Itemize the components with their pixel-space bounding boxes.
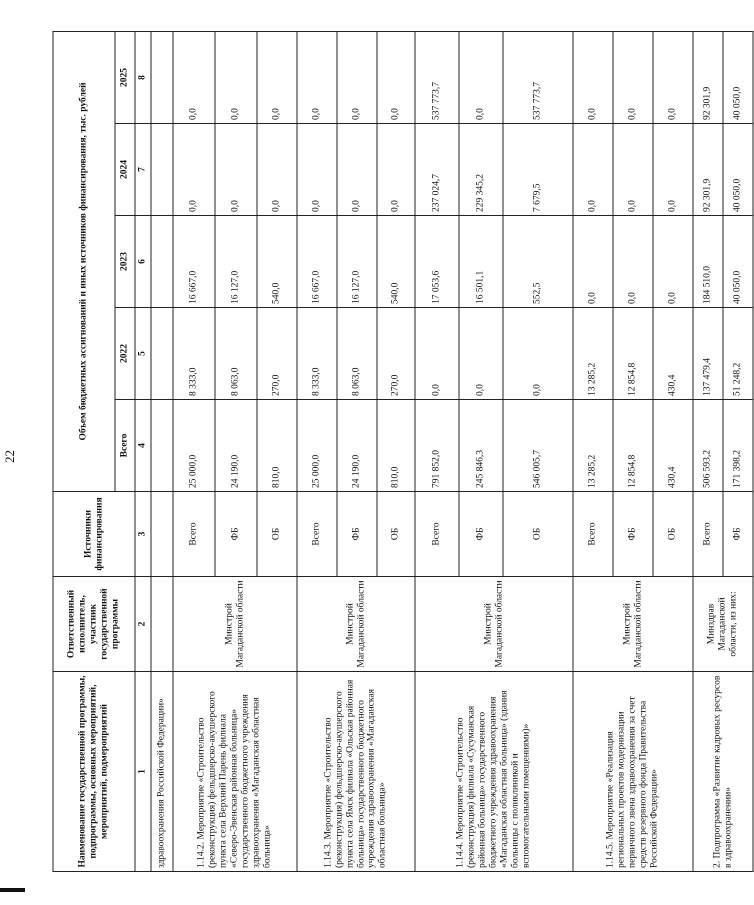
amount-cell: 0,0 xyxy=(653,124,693,216)
blocks-body xyxy=(173,31,753,871)
amount-cell: 0,0 xyxy=(503,308,573,400)
amount-cell: 40 050,0 xyxy=(723,124,753,216)
header-2022: 2022 xyxy=(115,308,135,400)
activity-name: 1.14.5. Мероприятие «Реализация региональных проектов модернизации первичного звена здравоохранения за счет средств резервного фонда Правительства Российской Федерации» xyxy=(573,672,693,872)
table-row xyxy=(693,31,723,871)
amount-cell: 8 333,0 xyxy=(297,308,337,400)
colnum-5: 5 xyxy=(135,308,151,400)
financing-table xyxy=(53,31,754,872)
amount-cell: 16 501,1 xyxy=(459,216,503,308)
funding-source: Всего xyxy=(415,492,459,577)
amount-cell: 0,0 xyxy=(337,31,377,123)
amount-cell: 0,0 xyxy=(173,124,215,216)
amount-cell: 137 479,4 xyxy=(693,308,723,400)
activity-name: 1.14.2. Мероприятие «Строительство (реконструкция) фельдшерско-акушерского пункта села Верхний Парень филиала «Северо-Эвенская районная больница» государственного бюджетного учреждения здравоохранения «Магаданская областная больница» xyxy=(173,672,297,872)
amount-cell: 0,0 xyxy=(573,124,613,216)
amount-cell: 184 510,0 xyxy=(693,216,723,308)
amount-cell: 506 593,2 xyxy=(693,400,723,492)
funding-source: Всего xyxy=(173,492,215,577)
amount-cell: 0,0 xyxy=(377,31,415,123)
colnum-1: 1 xyxy=(135,672,151,872)
amount-cell: 16 127,0 xyxy=(215,216,257,308)
colnum-6: 6 xyxy=(135,216,151,308)
amount-cell: 810,0 xyxy=(377,400,415,492)
funding-source: ФБ xyxy=(723,492,753,577)
amount-cell: 0,0 xyxy=(215,124,257,216)
header-program: Наименование государственной программы, подпрограммы, основных мероприятий, мероприятий, подмероприятий xyxy=(53,672,135,872)
amount-cell: 51 248,2 xyxy=(723,308,753,400)
funding-source: ФБ xyxy=(337,492,377,577)
funding-source: ОБ xyxy=(257,492,297,577)
funding-source: ОБ xyxy=(377,492,415,577)
amount-cell: 8 063,0 xyxy=(215,308,257,400)
activity-name: 1.14.3. Мероприятие «Строительство (реконструкция) фельдшерско-акушерского пункта села Ямск филиала «Ольская районная больница» государственного бюджетного учреждения здравоохранения «Магаданская областная больница» xyxy=(297,672,415,872)
executor: Минздрав Магаданской области, из них: xyxy=(693,577,753,672)
amount-cell: 237 024,7 xyxy=(415,124,459,216)
executor: Минстрой Магаданской области xyxy=(297,577,415,672)
amount-cell: 540,0 xyxy=(377,216,415,308)
funding-source: ФБ xyxy=(613,492,653,577)
amount-cell: 25 000,0 xyxy=(297,400,337,492)
amount-cell: 430,4 xyxy=(653,308,693,400)
colnum-4: 4 xyxy=(135,400,151,492)
amount-cell: 17 053,6 xyxy=(415,216,459,308)
funding-source: ОБ xyxy=(653,492,693,577)
amount-cell: 0,0 xyxy=(613,216,653,308)
amount-cell: 0,0 xyxy=(257,124,297,216)
amount-cell: 40 050,0 xyxy=(723,31,753,123)
colnum-8: 8 xyxy=(135,31,151,123)
executor: Минстрой Магаданской области xyxy=(415,577,573,672)
amount-cell: 270,0 xyxy=(257,308,297,400)
amount-cell: 16 667,0 xyxy=(173,216,215,308)
amount-cell: 537 773,7 xyxy=(415,31,459,123)
funding-source: ФБ xyxy=(215,492,257,577)
amount-cell: 0,0 xyxy=(613,124,653,216)
table-row xyxy=(573,31,613,871)
amount-cell: 430,4 xyxy=(653,400,693,492)
amount-cell: 12 854,8 xyxy=(613,308,653,400)
amount-cell: 24 190,0 xyxy=(337,400,377,492)
executor: Минстрой Магаданской области xyxy=(173,577,297,672)
funding-source: Всего xyxy=(297,492,337,577)
amount-cell: 546 005,7 xyxy=(503,400,573,492)
amount-cell: 7 679,5 xyxy=(503,124,573,216)
amount-cell: 16 667,0 xyxy=(297,216,337,308)
amount-cell: 0,0 xyxy=(173,31,215,123)
amount-cell: 24 190,0 xyxy=(215,400,257,492)
amount-cell: 791 852,0 xyxy=(415,400,459,492)
amount-cell: 0,0 xyxy=(653,31,693,123)
header-total: Всего xyxy=(115,400,135,492)
header-2025: 2025 xyxy=(115,31,135,123)
funding-source: ФБ xyxy=(459,492,503,577)
amount-cell: 0,0 xyxy=(297,31,337,123)
amount-cell: 16 127,0 xyxy=(337,216,377,308)
header-2024: 2024 xyxy=(115,124,135,216)
amount-cell: 0,0 xyxy=(215,31,257,123)
amount-cell: 0,0 xyxy=(573,31,613,123)
amount-cell: 25 000,0 xyxy=(173,400,215,492)
header-financing-group: Объем бюджетных ассигнований и иных источников финансирования, тыс. рублей xyxy=(53,31,115,491)
amount-cell: 245 846,3 xyxy=(459,400,503,492)
amount-cell: 40 050,0 xyxy=(723,216,753,308)
rotated-table-frame xyxy=(53,32,743,872)
amount-cell: 540,0 xyxy=(257,216,297,308)
amount-cell: 0,0 xyxy=(653,216,693,308)
amount-cell: 270,0 xyxy=(377,308,415,400)
table-row xyxy=(173,31,215,871)
header-sources: Источники финансирования xyxy=(53,492,135,577)
header-executor: Ответственный исполнитель, участник государственной программы xyxy=(53,577,135,672)
header-2023: 2023 xyxy=(115,216,135,308)
table-row xyxy=(415,31,459,871)
amount-cell: 13 285,2 xyxy=(573,308,613,400)
amount-cell: 0,0 xyxy=(377,124,415,216)
amount-cell: 0,0 xyxy=(257,31,297,123)
colnum-3: 3 xyxy=(135,492,151,577)
activity-name: 1.14.4. Мероприятие «Строительство (реконструкция) филиала «Сусуманская районная больница» государственного бюджетного учреждения здравоохранения «Магаданская областная больница» (здания больницы с поликлиникой и вспомогательными помещениями)» xyxy=(415,672,573,872)
amount-cell: 0,0 xyxy=(573,216,613,308)
amount-cell: 0,0 xyxy=(459,308,503,400)
amount-cell: 13 285,2 xyxy=(573,400,613,492)
amount-cell: 0,0 xyxy=(459,31,503,123)
colnum-2: 2 xyxy=(135,577,151,672)
amount-cell: 0,0 xyxy=(297,124,337,216)
amount-cell: 537 773,7 xyxy=(503,31,573,123)
activity-name: 2. Подпрограмма «Развитие кадровых ресурсов в здравоохранении» xyxy=(693,672,753,872)
amount-cell: 8 333,0 xyxy=(173,308,215,400)
amount-cell: 229 345,2 xyxy=(459,124,503,216)
funding-source: Всего xyxy=(573,492,613,577)
amount-cell: 8 063,0 xyxy=(337,308,377,400)
amount-cell: 0,0 xyxy=(415,308,459,400)
margin-bar xyxy=(0,888,25,892)
colnum-7: 7 xyxy=(135,124,151,216)
amount-cell: 0,0 xyxy=(613,31,653,123)
amount-cell: 552,5 xyxy=(503,216,573,308)
section-continuation: здравоохранения Российской Федерации» xyxy=(151,672,173,872)
amount-cell: 92 301,9 xyxy=(693,31,723,123)
amount-cell: 810,0 xyxy=(257,400,297,492)
amount-cell: 171 398,2 xyxy=(723,400,753,492)
table-row xyxy=(297,31,337,871)
funding-source: Всего xyxy=(693,492,723,577)
page-number: 22 xyxy=(2,450,17,463)
amount-cell: 12 854,8 xyxy=(613,400,653,492)
amount-cell: 0,0 xyxy=(337,124,377,216)
executor: Минстрой Магаданской области xyxy=(573,577,693,672)
amount-cell: 92 301,9 xyxy=(693,124,723,216)
funding-source: ОБ xyxy=(503,492,573,577)
